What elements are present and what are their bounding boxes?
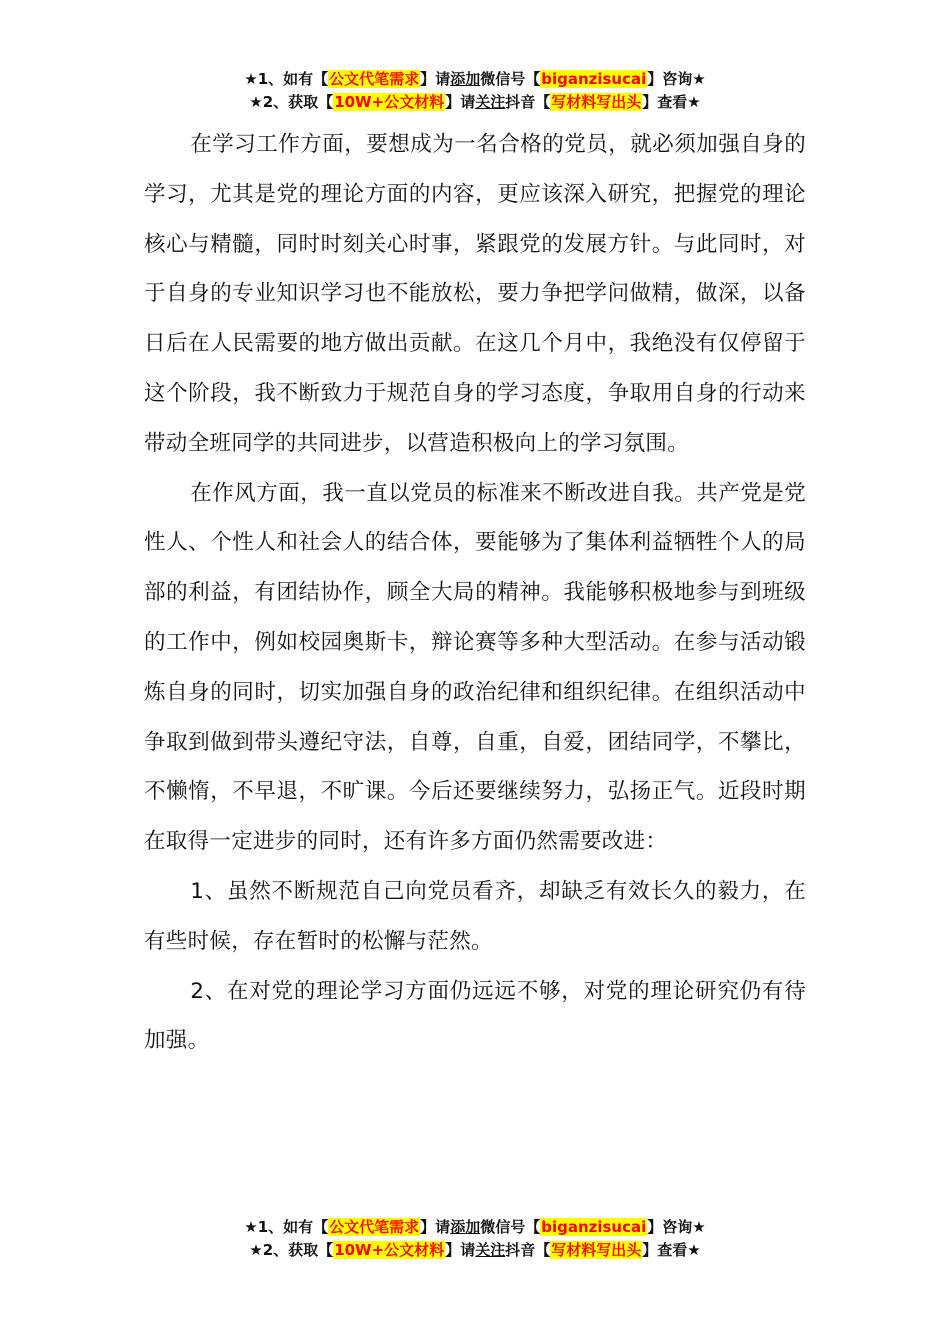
banner-text: 】请 [445, 93, 476, 111]
banner-text: ★2、获取【 [249, 1241, 334, 1259]
banner-highlight: 公文代笔需求 [329, 70, 420, 88]
banner-underlined-text: 添加 [450, 1218, 481, 1236]
banner-underlined-text: 添加 [450, 70, 481, 88]
banner-text: 抖音【 [505, 93, 551, 111]
banner-text: 微信号【 [480, 70, 541, 88]
banner-text: 】咨询★ [647, 1218, 706, 1236]
banner-line-1 [0, 68, 950, 91]
banner-highlight: 写材料写出头 [551, 1241, 642, 1259]
banner-text: ★1、如有【 [244, 1218, 329, 1236]
banner-text: ★1、如有【 [244, 70, 329, 88]
banner-underlined-text: 关注 [475, 1241, 506, 1259]
banner-highlight: 写材料写出头 [551, 93, 642, 111]
body-paragraph: 1、虽然不断规范自己向党员看齐，却缺乏有效长久的毅力，在有些时候，存在暂时的松懈与茫然。 [144, 878, 806, 954]
footer-banner [0, 1216, 950, 1262]
body-paragraph: 在作风方面，我一直以党员的标准来不断改进自我。共产党是党性人、个性人和社会人的结合体，要能够为了集体利益牺牲个人的局部的利益，有团结协作，顾全大局的精神。我能够积极地参与到班级的工作中，例如校园奥斯卡，辩论赛等多种大型活动。在参与活动锻炼自身的同时，切实加强自身的政治纪律和组织纪律。在组织活动中争取到做到带头遵纪守法，自尊，自重，自爱，团结同学，不攀比，不懒惰，不早退，不旷课。今后还要继续努力，弘扬正气。近段时期在取得一定进步的同时，还有许多方面仍然需要改进： [144, 480, 806, 855]
header-banner [0, 68, 950, 114]
banner-text: 】查看★ [642, 93, 701, 111]
banner-text: 微信号【 [480, 1218, 541, 1236]
banner-text: 】查看★ [642, 1241, 701, 1259]
banner-text: 】请 [420, 70, 451, 88]
banner-text: 】请 [420, 1218, 451, 1236]
banner-highlight: 10W+公文材料 [334, 1241, 445, 1259]
banner-highlight: 公文代笔需求 [329, 1218, 420, 1236]
banner-line-2 [0, 91, 950, 114]
banner-text: 】请 [445, 1241, 476, 1259]
banner-underlined-text: 关注 [475, 93, 506, 111]
banner-text: ★2、获取【 [249, 93, 334, 111]
banner-text: 抖音【 [505, 1241, 551, 1259]
body-paragraph: 2、在对党的理论学习方面仍远远不够，对党的理论研究仍有待加强。 [144, 978, 806, 1054]
banner-line-2 [0, 1239, 950, 1262]
document-body [144, 120, 806, 1066]
banner-highlight: 10W+公文材料 [334, 93, 445, 111]
banner-line-1 [0, 1216, 950, 1239]
body-paragraph: 在学习工作方面，要想成为一名合格的党员，就必须加强自身的学习，尤其是党的理论方面的内容，更应该深入研究，把握党的理论核心与精髓，同时时刻关心时事，紧跟党的发展方针。与此同时，对于自身的专业知识学习也不能放松，要力争把学问做精，做深，以备日后在人民需要的地方做出贡献。在这几个月中，我绝没有仅停留于这个阶段，我不断致力于规范自身的学习态度，争取用自身的行动来带动全班同学的共同进步，以营造积极向上的学习氛围。 [144, 132, 806, 456]
banner-text: 】咨询★ [647, 70, 706, 88]
banner-highlight: biganzisucai [541, 1218, 647, 1236]
banner-highlight: biganzisucai [541, 70, 647, 88]
